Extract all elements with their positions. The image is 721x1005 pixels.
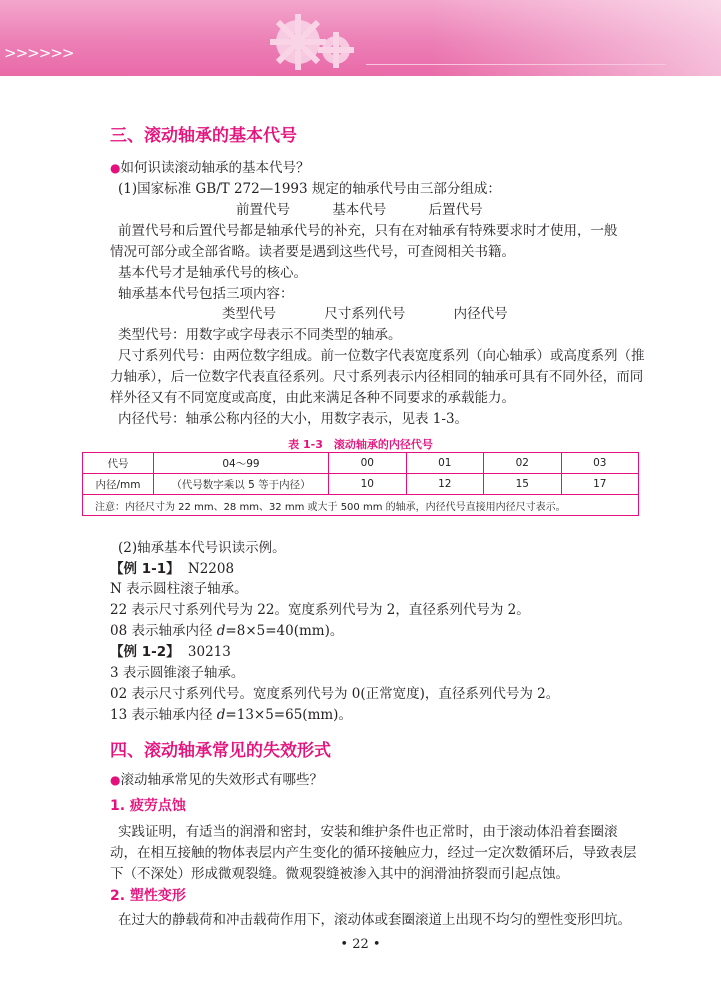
table-cell: 内径/mm: [83, 474, 154, 495]
calc-line: [110, 621, 640, 642]
example-label: 【例 1-1】: [110, 561, 180, 577]
question-line: [110, 770, 640, 791]
table-cell: 17: [561, 474, 639, 495]
text-line: 前置代号和后置代号都是轴承代号的补充，只有在对轴承有特殊要求时才使用，一般: [118, 223, 618, 239]
table-row: [83, 474, 639, 495]
calc-expr: =8×5=40(mm)。: [225, 623, 344, 639]
calc-prefix: 08 表示轴承内径: [110, 623, 217, 639]
bullet-icon: ●: [110, 161, 121, 175]
calc-var: d: [216, 623, 226, 639]
question-line: [110, 158, 640, 179]
table-cell: 02: [484, 453, 562, 474]
text-line: 02 表示尺寸系列代号。宽度系列代号为 0(正常宽度)，直径系列代号为 2。: [110, 686, 560, 702]
table-note: 注意：内径尺寸为 22 mm、28 mm、32 mm 或大于 500 mm 的轴承，内径代号直接用内径尺寸表示。: [83, 495, 639, 516]
table-cell: 00: [329, 453, 407, 474]
table-cell: 10: [329, 474, 407, 495]
items-row: [222, 304, 542, 325]
calc-line: [110, 705, 640, 726]
item: 尺寸系列代号: [324, 306, 406, 322]
section-heading: 三、滚动轴承的基本代号: [110, 126, 297, 146]
section-heading: 四、滚动轴承常见的失效形式: [110, 741, 331, 761]
example-code: N2208: [187, 561, 235, 577]
text-line: 在过大的静载荷和冲击载荷作用下，滚动体或套圈滚道上出现不均匀的塑性变形凹坑。: [118, 912, 631, 928]
example-label-line: [110, 559, 640, 580]
text-line: 情况可部分或全部省略。读者要是遇到这些代号，可查阅相关书籍。: [110, 244, 515, 260]
table-cell: 04～99: [154, 453, 329, 474]
text-line: 实践证明，有适当的润滑和密封，安装和维护条件也正常时，由于滚动体沿着套圈滚: [118, 824, 618, 840]
table-cell: 代号: [83, 453, 154, 474]
table-cell: 01: [406, 453, 484, 474]
question-text: 滚动轴承常见的失效形式有哪些？: [120, 772, 323, 788]
text-line: 轴承基本代号包括三项内容：: [118, 286, 294, 302]
subheading: 2. 塑性变形: [110, 888, 186, 904]
table-cell: 12: [406, 474, 484, 495]
example-label-line: [110, 642, 640, 663]
bullet-icon: ●: [110, 773, 121, 787]
calc-prefix: 13 表示轴承内径: [110, 707, 217, 723]
table-caption: 表 1-3 滚动轴承的内径代号: [288, 438, 433, 451]
calc-var: d: [216, 707, 226, 723]
example-code: 30213: [187, 644, 231, 660]
part-item: 前置代号: [236, 202, 290, 218]
text-line: 下（不深处）形成微观裂缝。微观裂缝被渗入其中的润滑油挤裂而引起点蚀。: [110, 866, 569, 882]
parts-row: [236, 200, 536, 221]
text-line: 动，在相互接触的物体表层内产生变化的循环接触应力，经过一定次数循环后，导致表层: [110, 845, 637, 861]
arrows-icon: >>>>>>: [4, 44, 74, 62]
text-line: 样外径又有不同宽度或高度，由此来满足各种不同要求的承载能力。: [110, 390, 515, 406]
gears-icon: [262, 10, 362, 74]
part-item: 基本代号: [332, 202, 387, 218]
item: 内径代号: [453, 306, 508, 322]
text-line: 内径代号：轴承公称内径的大小，用数字表示，见表 1-3。: [118, 411, 469, 427]
table-cell: 03: [561, 453, 639, 474]
table-row: [83, 495, 639, 516]
item: 类型代号: [222, 306, 276, 322]
text-line: 3 表示圆锥滚子轴承。: [110, 665, 245, 681]
calc-expr: =13×5=65(mm)。: [225, 707, 352, 723]
table-row: [83, 453, 639, 474]
text-line: (2)轴承基本代号识读示例。: [118, 540, 286, 556]
part-item: 后置代号: [428, 202, 483, 218]
table-cell: 15: [484, 474, 562, 495]
example-label: 【例 1-2】: [110, 644, 180, 660]
text-line: 类型代号：用数字或字母表示不同类型的轴承。: [118, 327, 402, 343]
text-line: 基本代号才是轴承代号的核心。: [118, 265, 307, 281]
page-number: • 22 •: [340, 937, 381, 952]
text-line: 22 表示尺寸系列代号为 22。宽度系列代号为 2，直径系列代号为 2。: [110, 602, 530, 618]
text-line: N 表示圆柱滚子轴承。: [110, 581, 248, 597]
page-header-banner: [0, 0, 721, 76]
text-line: 尺寸系列代号：由两位数字组成。前一位数字代表宽度系列（向心轴承）或高度系列（推: [118, 348, 645, 364]
bore-code-table: [82, 452, 639, 516]
text-line: (1)国家标准 GB/T 272—1993 规定的轴承代号由三部分组成：: [118, 181, 501, 197]
question-text: 如何识读滚动轴承的基本代号？: [120, 160, 310, 176]
text-line: 力轴承），后一位数字代表直径系列。尺寸系列表示内径相同的轴承可具有不同外径，而同: [110, 369, 644, 385]
header-rule: [366, 64, 666, 65]
subheading: 1. 疲劳点蚀: [110, 798, 186, 814]
table-cell: （代号数字乘以 5 等于内径）: [154, 474, 329, 495]
